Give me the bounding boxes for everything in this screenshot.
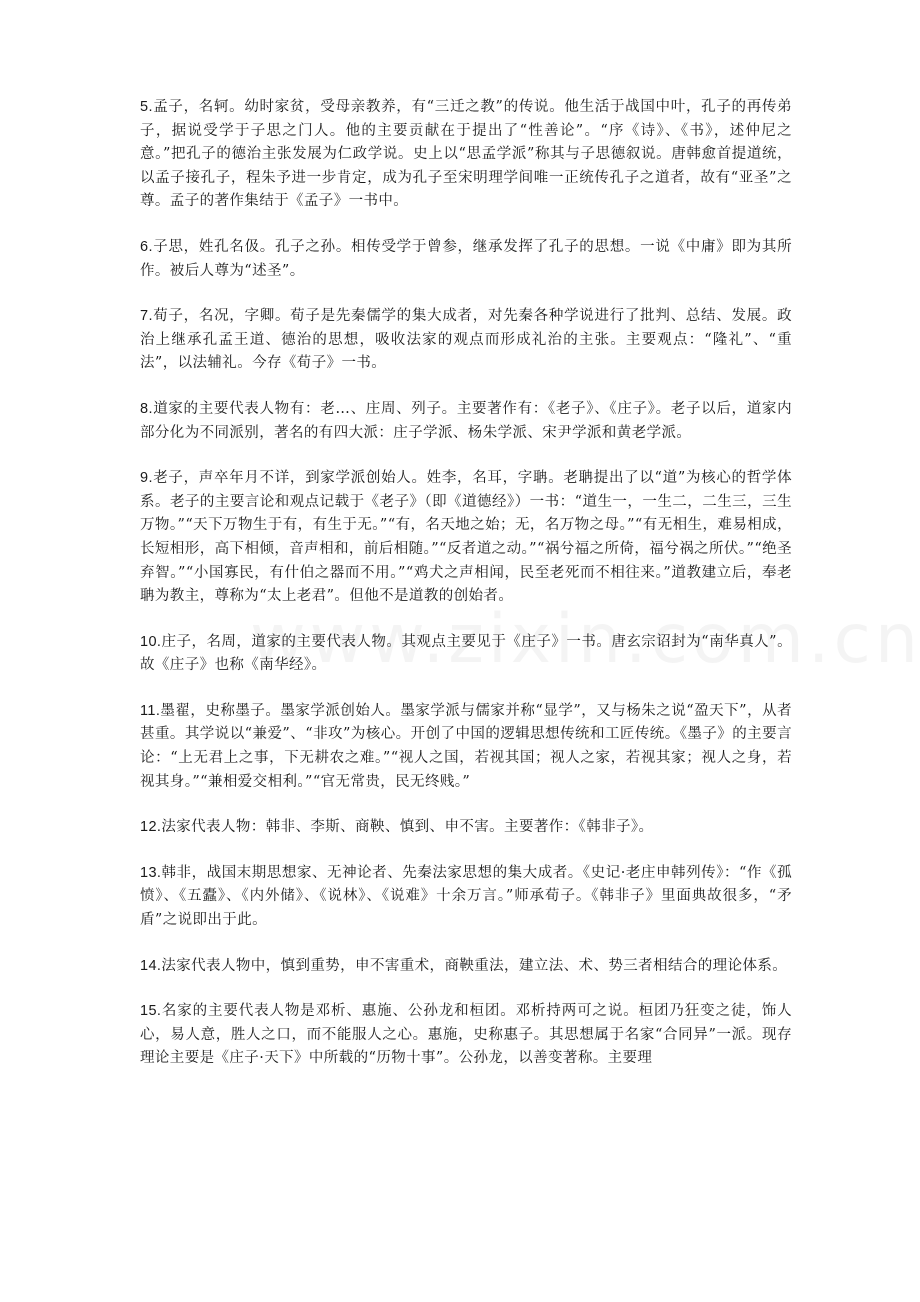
paragraph-number: 6. [140, 238, 153, 255]
paragraph-14 [140, 955, 792, 979]
paragraph-10 [140, 631, 792, 678]
paragraph-number: 15. [140, 1003, 162, 1020]
paragraph-text: 名家的主要代表人物是邓析、惠施、公孙龙和桓团。邓析持两可之说。桓团乃狂变之徒，饰人心，易人意，胜人之口，而不能服人之心。惠施，史称惠子。其思想属于名家“合同异”一派。现存理论主要是《庄子·天下》中所载的“历物十事”。公孙龙，以善变著称。主要理 [140, 1003, 792, 1067]
paragraph-text: 韩非，战国末期思想家、无神论者、先秦法家思想的集大成者。《史记·老庄申韩列传》：“作《孤愤》、《五蠹》、《内外储》、《说林》、《说难》十余万言。”师承荀子。《韩非子》里面典故很多，“矛盾”之说即出于此。 [140, 864, 792, 929]
paragraph-text: 法家代表人物：韩非、李斯、商鞅、慎到、申不害。主要著作：《韩非子》。 [161, 819, 654, 836]
paragraph-5 [140, 96, 792, 214]
paragraph-11 [140, 700, 792, 794]
paragraph-number: 11. [140, 702, 161, 719]
paragraph-text: 老子，声卒年月不详，到家学派创始人。姓李，名耳，字聃。老聃提出了以“道”为核心的哲学体系。老子的主要言论和观点记载于《老子》（即《道德经》）一书：“道生一，一生二，二生三，三生万物。”“天下万物生于有，有生于无。”“有，名天地之始；无，名万物之母。”“有无相生，难易相成，长短相形，高下相倾，音声相和，前后相随。”“反者道之动。”“祸兮福之所倚，福兮祸之所伏。”“绝圣弃智。”“小国寡民，有什伯之器而不用。”“鸡犬之声相闻，民至老死而不相往来。”道教建立后，奉老聃为教主，尊称为“太上老君”。但他不是道教的创始者。 [140, 470, 792, 605]
paragraph-number: 5. [140, 99, 153, 115]
paragraph-number: 7. [140, 308, 153, 325]
paragraph-number: 14. [140, 957, 162, 974]
paragraph-8 [140, 398, 792, 445]
paragraph-text: 道家的主要代表人物有：老…、庄周、列子。主要著作有：《老子》、《庄子》。老子以后，道家内部分化为不同派别，著名的有四大派：庄子学派、杨朱学派、宋尹学派和黄老学派。 [140, 400, 792, 441]
paragraph-number: 8. [140, 400, 153, 417]
paragraph-9 [140, 467, 792, 609]
paragraph-12 [140, 816, 792, 840]
paragraph-number: 13. [140, 864, 162, 881]
paragraph-text: 庄子，名周，道家的主要代表人物。其观点主要见于《庄子》一书。唐玄宗诏封为“南华真人”。故《庄子》也称《南华经》。 [140, 633, 792, 674]
paragraph-number: 12. [140, 819, 162, 836]
paragraph-7 [140, 305, 792, 376]
document-body [140, 96, 792, 1093]
paragraph-text: 子思，姓孔名伋。孔子之孙。相传受学于曾参，继承发挥了孔子的思想。一说《中庸》即为其所作。被后人尊为“述圣”。 [140, 238, 792, 279]
paragraph-text: 墨翟，史称墨子。墨家学派创始人。墨家学派与儒家并称“显学”，又与杨朱之说“盈天下”，从者甚重。其学说以“兼爱”、“非攻”为核心。开创了中国的逻辑思想传统和工匠传统。《墨子》的主要言论：“上无君上之事，下无耕农之难。”“视人之国，若视其国；视人之家，若视其家；视人之身，若视其身。”“兼相爱交相利。”“官无常贵，民无终贱。” [140, 702, 792, 790]
paragraph-number: 10. [140, 633, 162, 650]
paragraph-text: 孟子，名轲。幼时家贫，受母亲教养，有“三迁之教”的传说。他生活于战国中叶，孔子的再传弟子，据说受学于子思之门人。他的主要贡献在于提出了“性善论”。“序《诗》、《书》，述仲尼之意。”把孔子的德治主张发展为仁政学说。史上以“思孟学派”称其与子思德叙说。唐韩愈首提道统，以孟子接孔子，程朱予进一步肯定，成为孔子至宋明理学间唯一正统传孔子之道者，故有“亚圣”之尊。孟子的著作集结于《孟子》一书中。 [140, 99, 792, 210]
paragraph-15 [140, 1000, 792, 1071]
paragraph-6 [140, 236, 792, 283]
paragraph-number: 9. [140, 470, 153, 487]
paragraph-text: 法家代表人物中，慎到重势，申不害重术，商鞅重法，建立法、术、势三者相结合的理论体系。 [161, 957, 788, 974]
paragraph-text: 荀子，名况，字卿。荀子是先秦儒学的集大成者，对先秦各种学说进行了批判、总结、发展。政治上继承孔孟王道、德治的思想，吸收法家的观点而形成礼治的主张。主要观点：“隆礼”、“重法”，以法辅礼。今存《荀子》一书。 [140, 308, 792, 372]
paragraph-13 [140, 862, 792, 933]
